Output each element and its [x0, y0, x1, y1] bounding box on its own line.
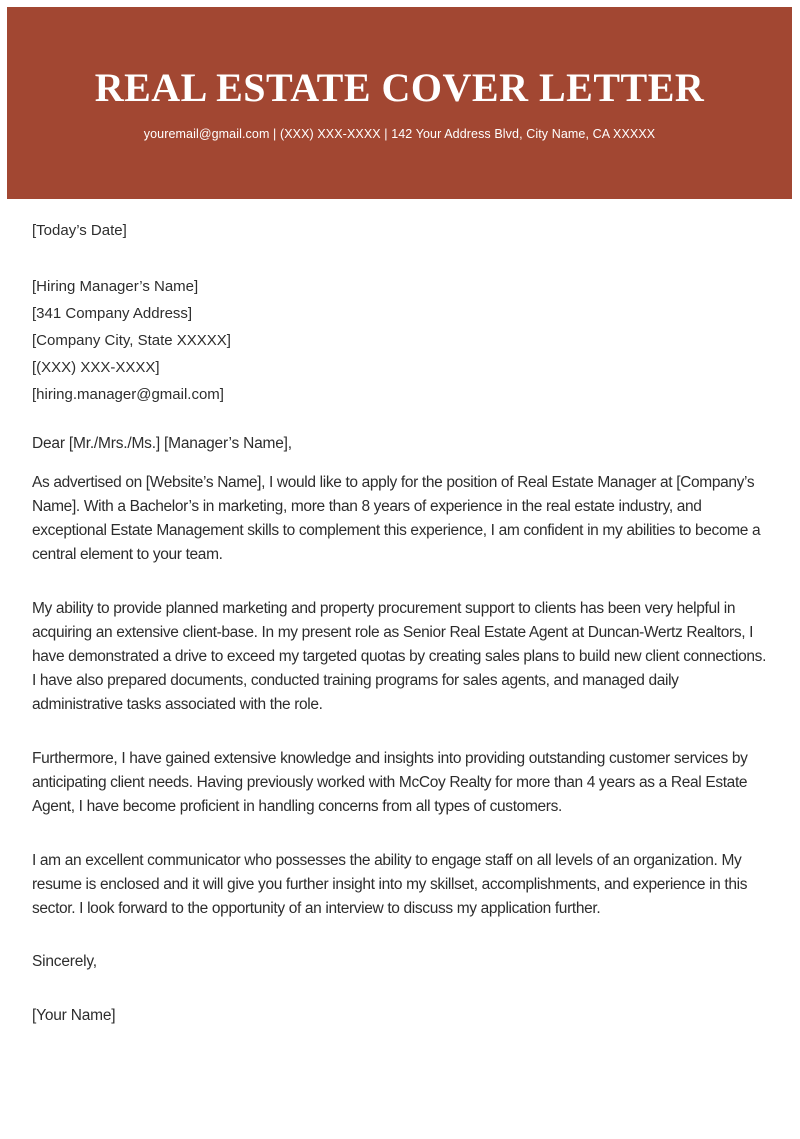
body-paragraph-intro: As advertised on [Website’s Name], I would like to apply for the position of Real Estate Manager at [Company’s Name]. With a Bachelor’s in marketing, more than 8 years of experience in the real estate industry, and exceptional Estate Management skills to complement this experience, I am confident in my abilities to become a central element to your team.: [32, 474, 761, 563]
recipient-block: [32, 273, 768, 408]
recipient-line-email: [hiring.manager@gmail.com]: [32, 386, 224, 403]
signature-placeholder: [Your Name]: [32, 1007, 116, 1024]
cover-letter-page: [0, 7, 800, 1139]
header-contact-line: youremail@gmail.com | (XXX) XXX-XXXX | 142 Your Address Blvd, City Name, CA XXXXX: [143, 127, 656, 141]
body-paragraph-knowledge: Furthermore, I have gained extensive knowledge and insights into providing outstanding customer services by anticipating client needs. Having previously worked with McCoy Realty for more than 4 years as a Real Estate Agent, I have become proficient in handling concerns from all types of customers.: [32, 750, 748, 815]
closing: Sincerely,: [32, 953, 97, 970]
page-title: REAL ESTATE COVER LETTER: [94, 65, 705, 110]
recipient-line-city-state: [Company City, State XXXXX]: [32, 332, 231, 349]
letter-header: [7, 7, 792, 199]
date-placeholder: [Today’s Date]: [32, 222, 127, 239]
body-paragraph-outro: I am an excellent communicator who possesses the ability to engage staff on all levels of an organization. My resume is enclosed and it will give you further insight into my skillset, accomplishments, and experience in this sector. I look forward to the opportunity of an interview to discuss my application further.: [32, 852, 748, 917]
letter-body: [0, 221, 800, 1027]
recipient-line-phone: [(XXX) XXX-XXXX]: [32, 359, 160, 376]
recipient-line-name: [Hiring Manager’s Name]: [32, 278, 199, 295]
body-paragraph-experience: My ability to provide planned marketing and property procurement support to clients has been very helpful in acquiring an extensive client-base. In my present role as Senior Real Estate Agent at Duncan-Wertz Realtors, I have demonstrated a drive to exceed my targeted quotas by creating sales plans to build new client connections. I have also prepared documents, conducted training programs for sales agents, and managed daily administrative tasks associated with the role.: [32, 600, 767, 713]
salutation: Dear [Mr./Mrs./Ms.] [Manager’s Name],: [32, 435, 292, 452]
recipient-line-address: [341 Company Address]: [32, 305, 193, 322]
